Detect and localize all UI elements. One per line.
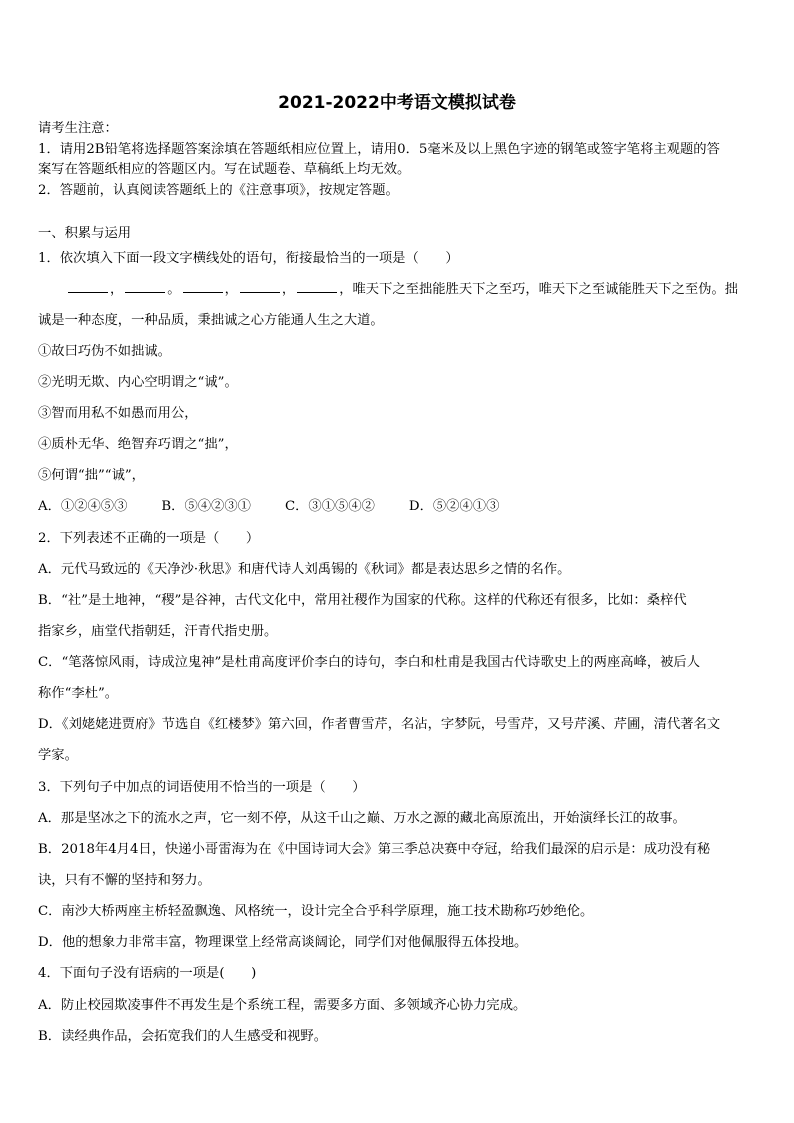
q1-sentence-4: ④质朴无华、绝智弃巧谓之“拙”， (38, 437, 238, 452)
blank-3 (183, 280, 223, 293)
q2-option-c-line-1: C．“笔落惊风雨，诗成泣鬼神”是杜甫高度评价李白的诗句，李白和杜甫是我国古代诗歌史上的两座高峰，被后人 (38, 655, 701, 670)
q2-option-b-line-2: 指家乡，庙堂代指朝廷，汗青代指史册。 (38, 624, 278, 639)
blank-5 (297, 280, 337, 293)
notice-line-2: 案写在答题纸相应的答题区内。写在试题卷、草稿纸上均无效。 (38, 162, 411, 177)
punct: 。 (167, 282, 181, 297)
notice-heading: 请考生注意： (38, 121, 118, 136)
q2-option-b-line-1: B．“社”是土地神，“稷”是谷神，古代文化中，常用社稷作为国家的代称。这样的代称还有很多，比如：桑梓代 (38, 593, 687, 608)
q3-option-a: A．那是坚冰之下的流水之声，它一刻不停，从这千山之巅、万水之源的藏北高原流出，开始演绎长江的故事。 (38, 811, 686, 826)
q1-options (38, 497, 758, 517)
blank-2 (125, 280, 165, 293)
punct: ， (110, 282, 124, 297)
q3-option-d: D．他的想象力非常丰富，物理课堂上经常高谈阔论，同学们对他佩服得五体投地。 (38, 935, 528, 950)
q3-option-c: C．南沙大桥两座主桥轻盈飘逸、风格统一，设计完全合乎科学原理，施工技术勘称巧妙绝伦。 (38, 904, 594, 919)
blank-4 (240, 280, 280, 293)
q1-sentence-5: ⑤何谓“拙”“诚”， (38, 468, 145, 483)
notice-line-1: 1．请用2B铅笔将选择题答案涂填在答题纸相应位置上，请用0．5毫米及以上黑色字迹的钢笔或签字笔将主观题的答 (38, 142, 720, 157)
q1-option-c: C．③①⑤④② (284, 499, 375, 514)
q2-option-d-line-1: D．《刘姥姥进贾府》节选自《红楼梦》第六回，作者曹雪芹，名沾，字梦阮，号雪芹，又号芹溪、芹圃，清代著名文 (38, 717, 721, 732)
q1-passage-line-2: 诚是一种态度，一种品质，秉拙诚之心方能通人生之大道。 (38, 313, 384, 328)
q4-option-a: A．防止校园欺凌事件不再发生是个系统工程，需要多方面、多领域齐心协力完成。 (38, 998, 527, 1013)
section-heading: 一、积累与运用 (38, 226, 132, 241)
q1-passage-line-1 (66, 280, 758, 300)
q3-stem: 3．下列句子中加点的词语使用不恰当的一项是（ ） (38, 780, 366, 795)
q2-option-c-line-2: 称作“李杜”。 (38, 686, 119, 701)
notice-line-3: 2．答题前，认真阅读答题纸上的《注意事项》，按规定答题。 (38, 183, 399, 198)
q1-option-b: B．⑤④②③① (161, 499, 251, 514)
q3-option-b-line-1: B．2018年4月4日，快递小哥雷海为在《中国诗词大会》第三季总决赛中夺冠，给我们最深的启示是：成功没有秘 (38, 842, 711, 857)
q1-sentence-3: ③智而用私不如愚而用公， (38, 406, 198, 421)
q1-stem: 1．依次填入下面一段文字横线处的语句，衔接最恰当的一项是（ ） (38, 251, 459, 266)
q3-option-b-line-2: 诀，只有不懈的坚持和努力。 (38, 873, 211, 888)
q1-option-d: D．⑤②④①③ (408, 499, 500, 514)
q4-option-b: B．读经典作品，会拓宽我们的人生感受和视野。 (38, 1029, 328, 1044)
q1-sentence-1: ①故曰巧伪不如拙诚。 (38, 344, 171, 359)
passage-text: ，唯天下之至拙能胜天下之至巧，唯天下之至诚能胜天下之至伪。拙 (339, 282, 739, 297)
q4-stem: 4．下面句子没有语病的一项是( ) (38, 966, 257, 981)
exam-title: 2021-2022中考语文模拟试卷 (278, 93, 516, 113)
q1-sentence-2: ②光明无欺、内心空明谓之“诚”。 (38, 375, 238, 390)
punct: ， (224, 282, 238, 297)
blank-1 (68, 280, 108, 293)
q1-option-a: A．①②④⑤③ (38, 499, 128, 514)
punct: ， (281, 282, 296, 297)
q2-stem: 2．下列表述不正确的一项是（ ） (38, 531, 260, 546)
q2-option-a: A．元代马致远的《天净沙·秋思》和唐代诗人刘禹锡的《秋词》都是表达思乡之情的名作。 (38, 562, 571, 577)
q2-option-d-line-2: 学家。 (38, 748, 78, 763)
